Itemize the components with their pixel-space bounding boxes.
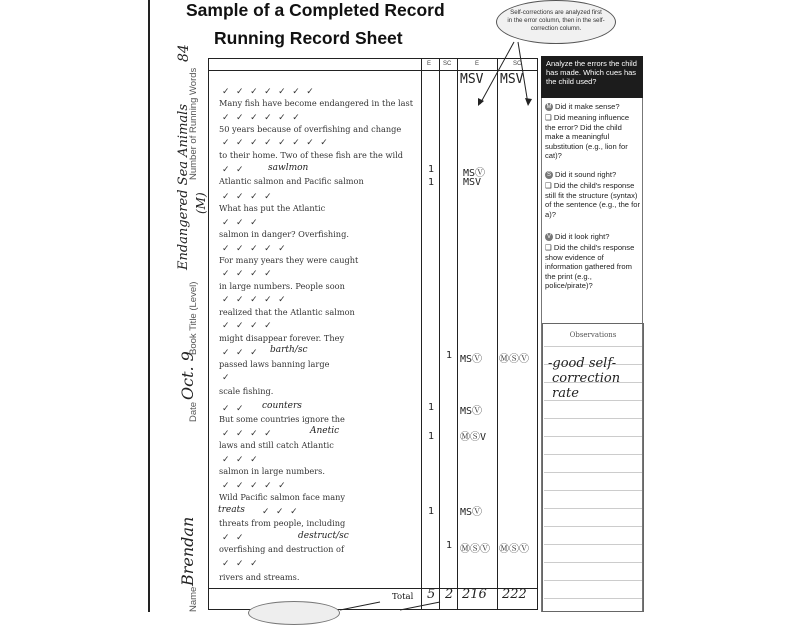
error-msv: MSⓋ: [460, 406, 483, 417]
col-divider-e: [421, 58, 422, 610]
ruled-line: [544, 436, 642, 437]
col-header-sc: SC: [443, 61, 452, 67]
story-line: might disappear forever. They: [219, 333, 345, 343]
total-sc-msv: 222: [502, 587, 527, 602]
total-label: Total: [392, 592, 414, 602]
story-line: Many fish have become endangered in the last: [219, 98, 414, 108]
book-level-value: (M): [194, 192, 208, 214]
story-line: But some countries ignore the: [219, 414, 345, 424]
total-sc: 2: [445, 587, 454, 602]
msv-header-e: MSV: [460, 72, 484, 87]
substitution-sawlmon: sawlmon: [268, 163, 309, 173]
check-row: ✓ ✓ ✓: [222, 217, 260, 227]
book-title-label: Book Title (Level): [188, 281, 199, 355]
col-header-sc-msv: SC: [513, 61, 522, 67]
check-row: ✓ ✓: [222, 403, 246, 413]
visual-question: ❑ Did the child's response show evidence of information gathered from the print (e.g., police/pirate)?: [545, 243, 635, 291]
check-row: ✓ ✓ ✓ ✓ ✓: [222, 480, 288, 490]
structure-cue: [545, 170, 641, 180]
ruled-line: [544, 508, 642, 509]
check-row: ✓ ✓ ✓: [222, 347, 260, 357]
story-line: What has put the Atlantic: [219, 203, 326, 213]
story-line: Atlantic salmon and Pacific salmon: [219, 176, 364, 186]
page-title: Sample of a Completed Record: [186, 0, 445, 20]
observation-note: correction: [552, 371, 621, 386]
error-count: 1: [428, 402, 435, 413]
ruled-line: [544, 526, 642, 527]
error-count: 1: [428, 506, 435, 517]
ruled-line: [544, 562, 642, 563]
observation-note: rate: [552, 386, 579, 401]
ruled-line: [544, 544, 642, 545]
meaning-m-icon: M: [546, 104, 552, 110]
story-line: laws and still catch Atlantic: [219, 440, 334, 450]
cue-panel-header: Analyze the errors the child has made. Which cues has the child used?: [541, 56, 643, 98]
story-line: in large numbers. People soon: [219, 281, 345, 291]
check-row: ✓ ✓ ✓ ✓ ✓: [222, 294, 288, 304]
bottom-arrows: [340, 598, 450, 612]
ruled-line: [544, 454, 642, 455]
substitution-treats: treats: [218, 505, 245, 515]
meaning-question: ❑ Did meaning influence the error? Did the child make a meaningful substitution (e.g., lion for cat)?: [545, 113, 630, 161]
story-line: For many years they were caught: [219, 255, 359, 265]
error-count: 1: [428, 164, 435, 175]
substitution-anetic: Anetic: [310, 426, 340, 436]
error-msv: MSⓋ: [460, 507, 483, 518]
story-line: 50 years because of overfishing and change: [219, 124, 402, 134]
ruled-line: [544, 346, 642, 347]
check-row: ✓ ✓: [222, 164, 246, 174]
check-row: ✓ ✓ ✓: [222, 558, 260, 568]
book-title-value: Endangered Sea Animals: [176, 104, 191, 270]
running-words-label: Number of Running Words: [188, 67, 199, 180]
ruled-line: [544, 580, 642, 581]
error-msv: MSⓋ: [463, 168, 486, 179]
substitution-barth: barth/sc: [270, 345, 308, 355]
substitution-destruct: destruct/sc: [298, 531, 349, 541]
date-label: Date: [188, 401, 199, 422]
date-value: Oct. 9: [178, 351, 197, 400]
left-margin-rule: [148, 0, 150, 612]
col-header-e-msv: E: [475, 61, 480, 67]
observations-title: Observations: [569, 331, 617, 339]
error-count: 1: [428, 177, 435, 188]
sc-count: 1: [446, 350, 453, 361]
sc-count: 1: [446, 540, 453, 551]
story-line: scale fishing.: [219, 386, 274, 396]
structure-title: Did it sound right?: [555, 170, 617, 179]
visual-cue: [545, 232, 641, 242]
story-line: Wild Pacific salmon face many: [219, 492, 345, 502]
substitution-counters: counters: [262, 401, 302, 411]
running-words-value: 84: [176, 44, 192, 62]
bottom-callout: [248, 601, 340, 625]
msv-header-sc: MSV: [500, 72, 524, 87]
error-msv: ⓂⓈⓋ: [460, 544, 490, 555]
ruled-line: [544, 472, 642, 473]
check-row: ✓ ✓ ✓ ✓: [222, 268, 274, 278]
col-divider-msv2: [497, 58, 498, 610]
error-msv: ⓂⓈV: [460, 432, 487, 443]
story-line: salmon in large numbers.: [219, 466, 325, 476]
check-row: ✓ ✓: [222, 532, 246, 542]
visual-title: Did it look right?: [555, 232, 610, 241]
total-rule: [208, 588, 538, 589]
header-rule: [208, 70, 538, 71]
check-row: ✓ ✓ ✓ ✓ ✓ ✓: [222, 112, 302, 122]
error-count: 1: [428, 431, 435, 442]
ruled-line: [544, 490, 642, 491]
ruled-line: [544, 598, 642, 599]
story-line: passed laws banning large: [219, 359, 330, 369]
col-divider-sc: [439, 58, 440, 610]
total-errors: 5: [427, 587, 436, 602]
observation-note: -good self-: [548, 356, 617, 371]
structure-question: ❑ Did the child's response still fit the structure (syntax) of the sentence (e.g., the for a)?: [545, 181, 640, 219]
sc-msv: ⓂⓈⓋ: [499, 354, 529, 365]
total-error-msv: 216: [462, 587, 487, 602]
col-header-e: E: [427, 61, 432, 67]
check-row: ✓ ✓ ✓ ✓: [222, 320, 274, 330]
name-value: Brendan: [178, 516, 197, 586]
check-row: ✓ ✓ ✓ ✓ ✓ ✓ ✓: [222, 86, 316, 96]
check-row: ✓ ✓ ✓: [262, 506, 300, 516]
check-row: ✓ ✓ ✓ ✓ ✓ ✓ ✓ ✓: [222, 137, 330, 147]
check-row: ✓ ✓ ✓: [222, 454, 260, 464]
story-line: overfishing and destruction of: [219, 544, 345, 554]
meaning-title: Did it make sense?: [555, 102, 620, 111]
story-line: salmon in danger? Overfishing.: [219, 229, 349, 239]
sc-msv: ⓂⓈⓋ: [499, 544, 529, 555]
callout-text: Self-corrections are analyzed first in the error column, then in the self-correction column.: [507, 9, 605, 32]
page-subtitle: Running Record Sheet: [214, 28, 403, 48]
story-line: to their home. Two of these fish are the wild: [219, 150, 403, 160]
error-msv: MSV: [463, 177, 482, 188]
structure-s-icon: S: [546, 172, 551, 178]
meaning-cue: [545, 102, 641, 112]
story-line: realized that the Atlantic salmon: [219, 307, 355, 317]
story-line: threats from people, including: [219, 518, 346, 528]
check-row: ✓ ✓ ✓ ✓: [222, 428, 274, 438]
col-divider-msv: [457, 58, 458, 610]
check-row: ✓ ✓ ✓ ✓: [222, 191, 274, 201]
story-line: rivers and streams.: [219, 572, 300, 582]
name-label: Name: [188, 586, 199, 612]
visual-v-icon: V: [546, 234, 551, 240]
check-row: ✓ ✓ ✓ ✓ ✓: [222, 243, 288, 253]
ruled-line: [544, 418, 642, 419]
error-msv: MSⓋ: [460, 354, 483, 365]
check-row: ✓: [222, 372, 232, 382]
